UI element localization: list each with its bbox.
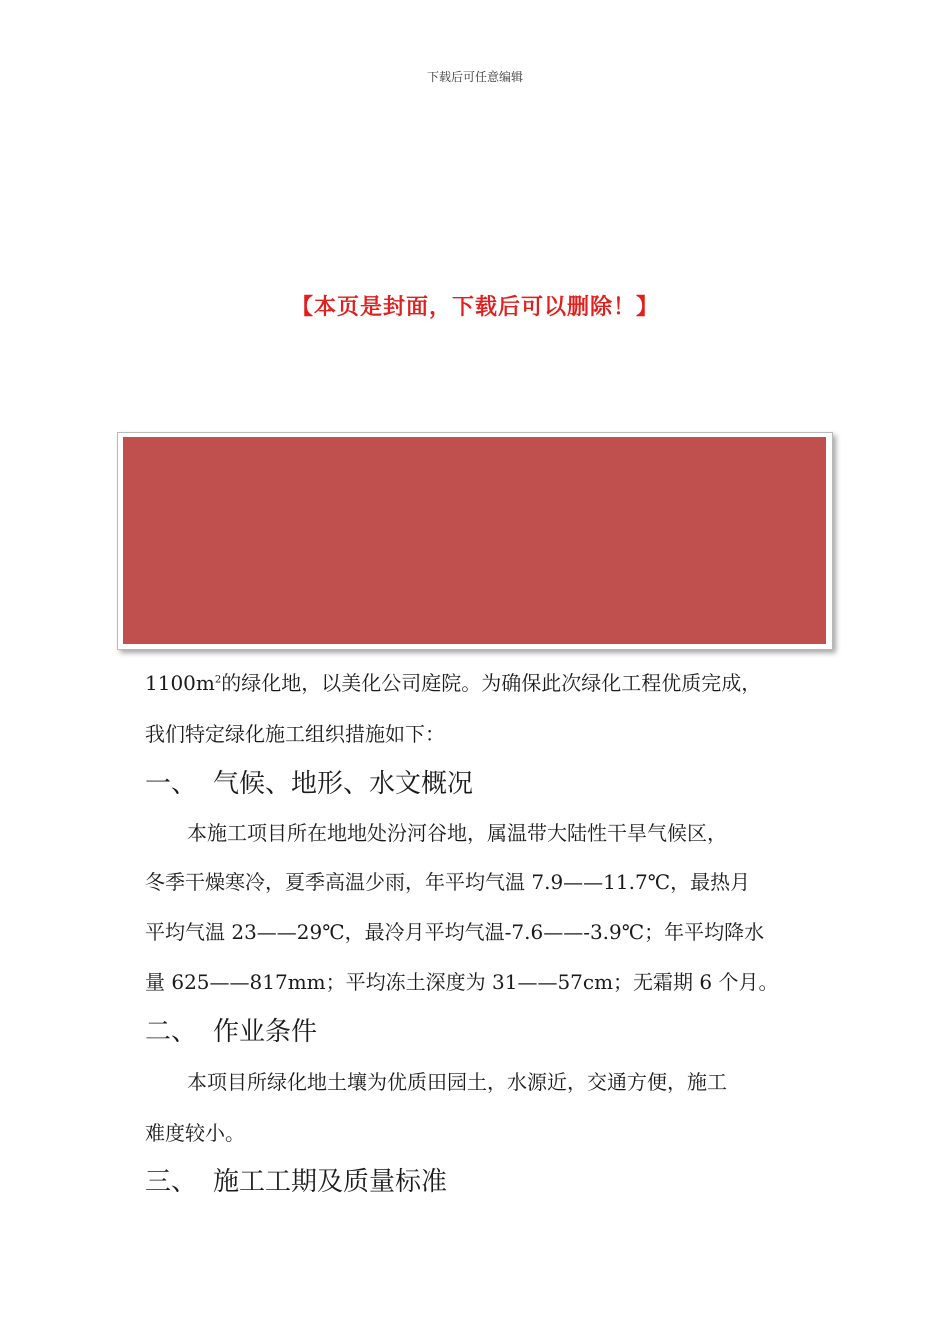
page-header: 下载后可任意编辑	[426, 70, 523, 84]
intro-line-1	[145, 668, 815, 698]
section-1-line: 本施工项目所在地地处汾河谷地，属温带大陆性干旱气候区，	[187, 821, 727, 845]
intro-line-2: 我们特定绿化施工组织措施如下：	[145, 722, 445, 746]
intro-area-superscript: 2	[214, 674, 222, 686]
section-2-line: 难度较小。	[145, 1121, 245, 1145]
section-title: 施工工期及质量标准	[213, 1167, 448, 1197]
section-number: 一、	[145, 769, 198, 799]
section-2-line: 本项目所绿化地土壤为优质田园土，水源近，交通方便，施工	[187, 1070, 727, 1094]
section-1-line: 量 625——817mm；平均冻土深度为 31——57cm；无霜期 6 个月。	[145, 970, 779, 994]
section-heading-3	[145, 1164, 447, 1200]
section-title: 气候、地形、水文概况	[213, 769, 474, 799]
section-heading-2	[145, 1014, 317, 1050]
section-number: 二、	[145, 1017, 198, 1047]
section-title: 作业条件	[213, 1017, 318, 1047]
section-1-line: 冬季干燥寒冷，夏季高温少雨，年平均气温 7.9——11.7℃，最热月	[145, 870, 751, 894]
section-number: 三、	[145, 1167, 198, 1197]
section-heading-1	[145, 766, 473, 802]
intro-area-value: 1100m	[145, 671, 215, 695]
intro-line-1-text: 的绿化地，以美化公司庭院。为确保此次绿化工程优质完成，	[221, 671, 762, 695]
cover-notice: 【本页是封面，下载后可以删除！】	[290, 295, 659, 320]
cover-banner	[117, 432, 833, 650]
section-1-line: 平均气温 23——29℃，最冷月平均气温-7.6——-3.9℃；年平均降水	[145, 920, 765, 944]
cover-banner-fill	[123, 437, 826, 644]
